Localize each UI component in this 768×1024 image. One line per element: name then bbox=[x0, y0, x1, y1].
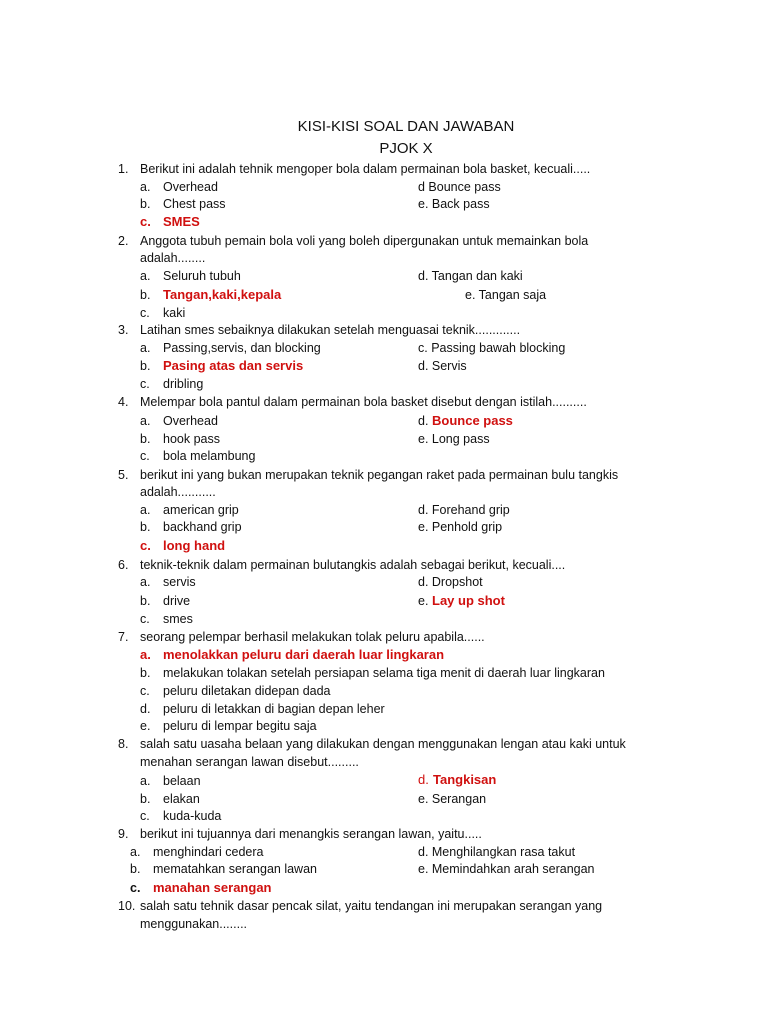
question-text: berikut ini yang bukan merupakan teknik pegangan raket pada permainan bulu tangkis bbox=[140, 468, 619, 482]
question-text: adalah........... bbox=[140, 485, 216, 499]
answer-text: Lay up shot bbox=[432, 593, 505, 608]
option-letter: b. bbox=[130, 862, 141, 876]
option-letter: c. bbox=[140, 449, 150, 463]
option-letter: d. bbox=[418, 414, 429, 428]
option-text: kaki bbox=[163, 306, 186, 320]
option-letter: a. bbox=[140, 341, 151, 355]
question-number: 7. bbox=[118, 630, 129, 644]
option-text: e. Penhold grip bbox=[418, 520, 503, 534]
option-letter: b. bbox=[140, 288, 151, 302]
question-text: Melempar bola pantul dalam permainan bola basket disebut dengan istilah.......... bbox=[140, 395, 587, 409]
option-text: e. Memindahkan arah serangan bbox=[418, 862, 595, 876]
document-title: KISI-KISI SOAL DAN JAWABAN bbox=[297, 118, 515, 135]
option-text: e. Serangan bbox=[418, 792, 487, 806]
option-text: menghindari cedera bbox=[153, 845, 264, 859]
answer-text: Tangkisan bbox=[433, 772, 497, 787]
question-number: 4. bbox=[118, 395, 129, 409]
option-text: Chest pass bbox=[163, 197, 226, 211]
answer-text: menolakkan peluru dari daerah luar lingkaran bbox=[163, 647, 445, 662]
option-letter: b. bbox=[140, 792, 151, 806]
question-text: menahan serangan lawan disebut......... bbox=[140, 755, 359, 769]
option-text: Seluruh tubuh bbox=[163, 269, 241, 283]
option-text: e. Tangan saja bbox=[465, 288, 547, 302]
answer-letter: d. bbox=[418, 772, 429, 787]
option-text: d. Dropshot bbox=[418, 575, 483, 589]
option-text: d. Servis bbox=[418, 359, 467, 373]
answer-letter: c. bbox=[140, 538, 151, 553]
option-letter: b. bbox=[140, 197, 151, 211]
option-text: peluru di letakkan di bagian depan leher bbox=[163, 702, 385, 716]
question-text: adalah........ bbox=[140, 251, 206, 265]
question-text: berikut ini tujuannya dari menangkis serangan lawan, yaitu..... bbox=[140, 827, 482, 841]
option-letter: b. bbox=[140, 359, 151, 373]
option-letter: a. bbox=[140, 575, 151, 589]
option-text: d. Tangan dan kaki bbox=[418, 269, 523, 283]
option-text: Overhead bbox=[163, 414, 218, 428]
option-text: american grip bbox=[163, 503, 239, 517]
question-text: seorang pelempar berhasil melakukan tolak peluru apabila...... bbox=[140, 630, 485, 644]
answer-letter: a. bbox=[140, 647, 151, 662]
answer-letter: c. bbox=[130, 881, 141, 895]
option-letter: c. bbox=[140, 377, 150, 391]
question-text: teknik-teknik dalam permainan bulutangkis adalah sebagai berikut, kecuali.... bbox=[140, 558, 566, 572]
option-text: c. Passing bawah blocking bbox=[418, 341, 566, 355]
option-text: backhand grip bbox=[163, 520, 242, 534]
option-letter: e. bbox=[418, 594, 429, 608]
answer-text: long hand bbox=[163, 538, 226, 553]
option-text: peluru di lempar begitu saja bbox=[163, 719, 317, 733]
option-text: bola melambung bbox=[163, 449, 256, 463]
option-text: melakukan tolakan setelah persiapan selama tiga menit di daerah luar lingkaran bbox=[163, 666, 605, 680]
option-letter: c. bbox=[140, 612, 150, 626]
option-text: dribling bbox=[163, 377, 204, 391]
option-text: elakan bbox=[163, 792, 200, 806]
question-text: Latihan smes sebaiknya dilakukan setelah menguasai teknik............. bbox=[140, 323, 521, 337]
option-text: mematahkan serangan lawan bbox=[153, 862, 317, 876]
question-number: 8. bbox=[118, 737, 129, 751]
option-letter: a. bbox=[140, 503, 151, 517]
option-text: d. Forehand grip bbox=[418, 503, 510, 517]
question-number: 5. bbox=[118, 468, 129, 482]
question-number: 10. bbox=[118, 899, 136, 913]
option-letter: b. bbox=[140, 520, 151, 534]
question-number: 2. bbox=[118, 234, 129, 248]
question-text: salah satu uasaha belaan yang dilakukan dengan menggunakan lengan atau kaki untuk bbox=[140, 737, 626, 751]
question-text: Berikut ini adalah tehnik mengoper bola dalam permainan bola basket, kecuali..... bbox=[140, 162, 591, 176]
answer-text: SMES bbox=[163, 214, 200, 229]
option-text: servis bbox=[163, 575, 196, 589]
answer-text: Pasing atas dan servis bbox=[163, 358, 304, 373]
answer-text: manahan serangan bbox=[153, 880, 272, 895]
option-letter: c. bbox=[140, 809, 150, 823]
question-number: 6. bbox=[118, 558, 129, 572]
answer-text: Tangan,kaki,kepala bbox=[163, 287, 282, 302]
option-text: e. Long pass bbox=[418, 432, 490, 446]
option-letter: a. bbox=[130, 845, 141, 859]
option-text: Passing,servis, dan blocking bbox=[163, 341, 321, 355]
option-text: e. Back pass bbox=[418, 197, 490, 211]
option-letter: a. bbox=[140, 269, 151, 283]
option-text: belaan bbox=[163, 774, 201, 788]
option-letter: b. bbox=[140, 666, 151, 680]
option-text: d. Menghilangkan rasa takut bbox=[418, 845, 576, 859]
question-text: Anggota tubuh pemain bola voli yang boleh dipergunakan untuk memainkan bola bbox=[140, 234, 589, 248]
option-text: drive bbox=[163, 594, 191, 608]
option-text: hook pass bbox=[163, 432, 220, 446]
option-letter: b. bbox=[140, 594, 151, 608]
option-letter: a. bbox=[140, 774, 151, 788]
option-letter: d. bbox=[140, 702, 151, 716]
option-text: peluru diletakan didepan dada bbox=[163, 684, 331, 698]
option-letter: b. bbox=[140, 432, 151, 446]
option-text: Overhead bbox=[163, 180, 218, 194]
option-letter: a. bbox=[140, 180, 151, 194]
question-number: 3. bbox=[118, 323, 129, 337]
question-number: 9. bbox=[118, 827, 129, 841]
question-text: menggunakan........ bbox=[140, 917, 248, 931]
option-text: smes bbox=[163, 612, 193, 626]
document-subtitle: PJOK X bbox=[379, 140, 433, 157]
answer-text: Bounce pass bbox=[432, 413, 513, 428]
answer-letter: c. bbox=[140, 214, 151, 229]
option-letter: c. bbox=[140, 684, 150, 698]
option-text: kuda-kuda bbox=[163, 809, 222, 823]
option-letter: c. bbox=[140, 306, 150, 320]
option-text: d Bounce pass bbox=[418, 180, 501, 194]
option-letter: a. bbox=[140, 414, 151, 428]
question-text: salah satu tehnik dasar pencak silat, yaitu tendangan ini merupakan serangan yang bbox=[140, 899, 603, 913]
option-letter: e. bbox=[140, 719, 151, 733]
question-number: 1. bbox=[118, 162, 129, 176]
